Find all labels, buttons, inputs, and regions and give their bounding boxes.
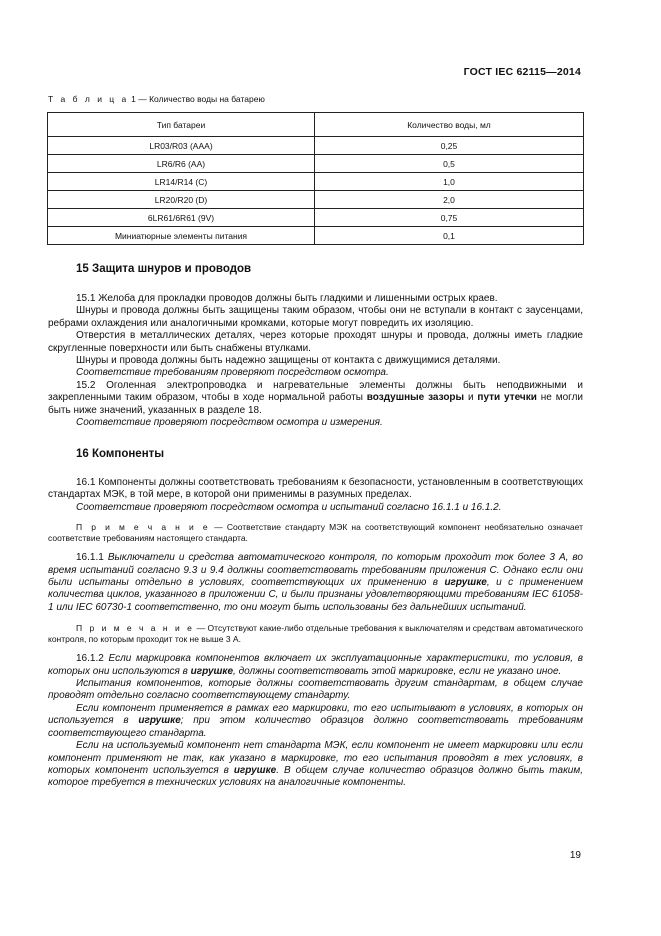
paragraph: Шнуры и провода должны быть защищены таким образом, чтобы они не вступали в контакт с заусенцами, ребрами охлаждения или аналогичными кромками, которые могут повредить их изоляцию. xyxy=(48,305,583,329)
table-row xyxy=(48,227,584,245)
text-run: Если маркировка компонентов включает их эксплуатационные характеристики, то условия, в которых они используются в xyxy=(48,653,583,677)
table-row xyxy=(48,209,584,227)
header-battery-type: Тип батареи xyxy=(48,113,315,137)
header-water-amount: Количество воды, мл xyxy=(315,113,584,137)
text-run: 15.2 Оголенная электропроводка и нагревательные элементы должны быть неподвижными и закрепленными таким образом, чтобы в ходе нормальной работы xyxy=(48,379,583,404)
table-caption-text: 1 — Количество воды на батарею xyxy=(128,94,265,104)
text-run: , и с применением количества циклов, указанного в приложении С, и были признаны удовлетворяющими требованиям IEC 61058-1 или IEC 60730-1 соответственно, то они могут быть использованы без дальнейших испытаний. xyxy=(48,577,583,613)
section-15-body xyxy=(48,293,583,429)
term-toy: игрушке xyxy=(233,764,277,776)
text-run: 16.1.1 xyxy=(76,552,108,564)
table-row xyxy=(48,155,584,173)
section-15-title: 15 Защита шнуров и проводов xyxy=(76,263,252,275)
text-run: Если на используемый компонент нет стандарта МЭК, если компонент не имеет маркировки или если компонент применяют не так, как указано в маркировке, то его испытания проводят в тех условиях, в которых компонент используется в xyxy=(48,740,583,776)
paragraph xyxy=(48,703,583,740)
paragraph: Шнуры и провода должны быть надежно защищены от контакта с движущимися деталями. xyxy=(76,355,501,367)
document-standard-header: ГОСТ IEC 62115—2014 xyxy=(463,66,581,78)
page-number: 19 xyxy=(569,850,581,861)
note-text: — Отсутствуют какие-либо отдельные требования к выключателям и средствам автоматического контроля, по которым проходит ток не выше 3 А. xyxy=(48,623,583,645)
compliance-note: Соответствие требованиям проверяют посредством осмотра. xyxy=(76,367,389,379)
section-16-body xyxy=(48,477,583,790)
table-row xyxy=(48,173,584,191)
paragraph xyxy=(48,653,583,678)
term-creepage: пути утечки xyxy=(477,392,537,404)
text-run: и xyxy=(464,392,478,404)
battery-type-cell: 6LR61/6R61 (9V) xyxy=(48,209,315,227)
text-run: Если компонент применяется в рамках его маркировки, то его испытывают в условиях, в которых он используется в xyxy=(48,702,583,727)
paragraph xyxy=(48,380,583,417)
battery-type-cell: LR14/R14 (C) xyxy=(48,173,315,191)
paragraph: 16.1 Компоненты должны соответствовать требованиям к безопасности, установленным в соответствующих стандартах МЭК, в той мере, в которой они применимы в разумных пределах. xyxy=(48,477,583,501)
note-text: — Соответствие стандарту МЭК на соответствующий компонент необязательно означает соответствие требованиям настоящего стандарта. xyxy=(48,522,583,544)
paragraph: Отверстия в металлических деталях, через которые проходят шнуры и провода, должны иметь гладкие скругленные поверхности или быть снабжены втулками. xyxy=(48,330,583,354)
paragraph xyxy=(48,552,583,614)
compliance-note: Соответствие проверяют посредством осмотра и измерения. xyxy=(76,417,383,429)
water-amount-table xyxy=(47,112,584,245)
text-run: 16.1.2 xyxy=(76,653,109,665)
section-16-title: 16 Компоненты xyxy=(76,448,165,460)
table-caption xyxy=(48,94,265,104)
text-run: не могли быть ниже значений, указанных в разделе 18. xyxy=(48,392,583,416)
table-caption-prefix: Т а б л и ц а xyxy=(48,94,129,104)
table-row xyxy=(48,191,584,209)
note-label: П р и м е ч а н и е xyxy=(76,623,195,634)
term-toy: игрушке xyxy=(444,577,487,589)
term-toy: игрушке xyxy=(190,665,234,677)
battery-type-cell: LR20/R20 (D) xyxy=(48,191,315,209)
paragraph: Испытания компонентов, которые должны соответствовать другим стандартам, в общем случае проводят отдельно согласно соответствующему стандарту. xyxy=(48,678,583,702)
term-air-gaps: воздушные зазоры xyxy=(366,392,465,404)
text-run: , должны соответствовать этой маркировке, если не указано иное. xyxy=(233,665,562,677)
note xyxy=(48,522,583,544)
water-amount-cell: 0,75 xyxy=(315,209,584,227)
text-run: Выключатели и средства автоматического контроля, по которым проходит ток более 3 А, во время испытаний согласно 9.3 и 9.4 должны соответствовать требованиям приложения С. Однако если они были испытаны отдельно в условиях, соответствующих их применению в xyxy=(48,552,583,589)
water-amount-cell: 0,25 xyxy=(315,137,584,155)
water-amount-cell: 0,1 xyxy=(315,227,584,245)
paragraph: 15.1 Желоба для прокладки проводов должны быть гладкими и лишенными острых краев. xyxy=(76,293,498,304)
battery-type-cell: Миниатюрные элементы питания xyxy=(48,227,315,245)
note xyxy=(48,623,583,645)
battery-type-cell: LR6/R6 (AA) xyxy=(48,155,315,173)
note-label: П р и м е ч а н и е xyxy=(76,522,211,533)
paragraph xyxy=(48,740,583,790)
water-amount-cell: 2,0 xyxy=(315,191,584,209)
term-toy: игрушке xyxy=(138,715,181,727)
text-run: ; при этом количество образцов должно соответствовать требованиям соответствующего стандарта. xyxy=(48,715,584,739)
water-amount-cell: 0,5 xyxy=(315,155,584,173)
text-run: . В общем случае количество образцов должно быть таким, которое требуется в технических условиях на аналогичные компоненты. xyxy=(48,764,584,789)
battery-type-cell: LR03/R03 (AAA) xyxy=(48,137,315,155)
table-header-row xyxy=(48,113,584,137)
water-amount-cell: 1,0 xyxy=(315,173,584,191)
compliance-note: Соответствие проверяют посредством осмотра и испытаний согласно 16.1.1 и 16.1.2. xyxy=(76,501,502,513)
table-row xyxy=(48,137,584,155)
